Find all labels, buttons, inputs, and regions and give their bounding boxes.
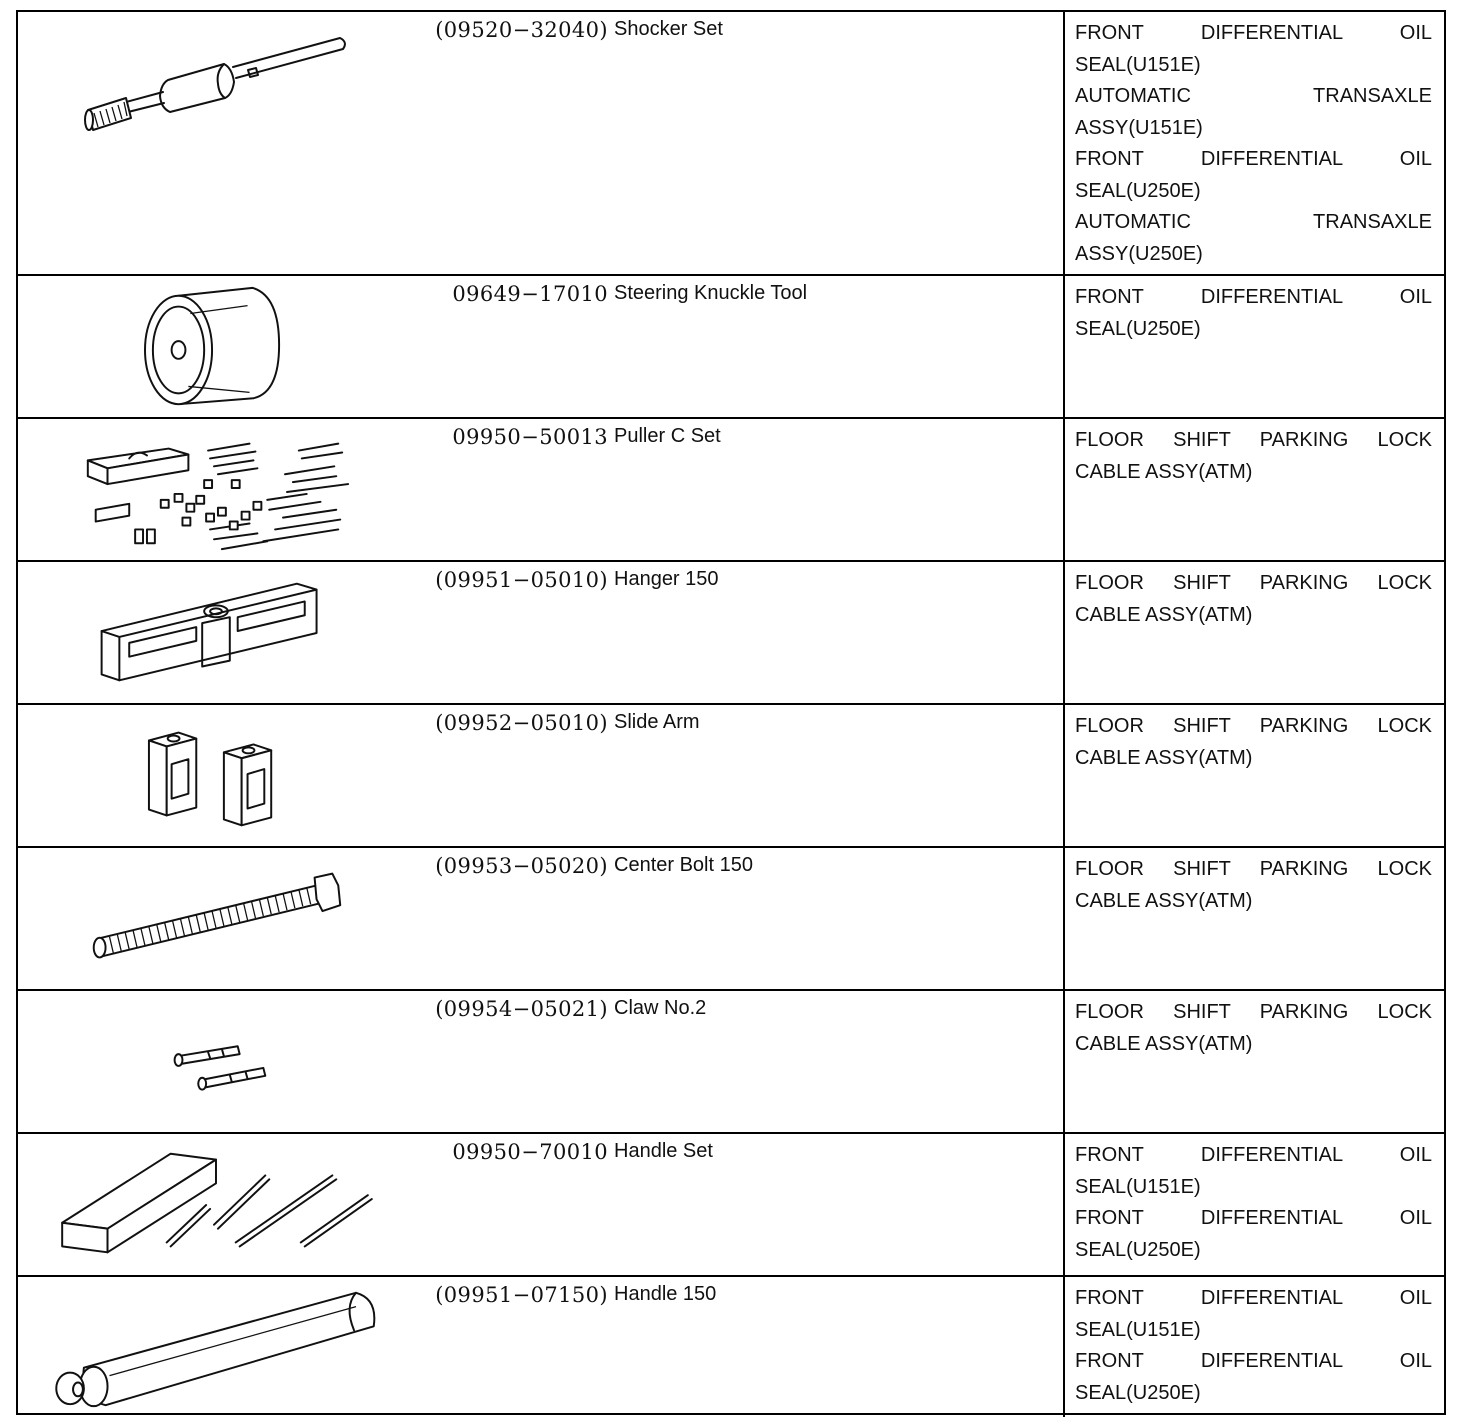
usage-item: FRONT DIFFERENTIAL OIL SEAL(U151E) xyxy=(1075,1287,1432,1341)
tool-name: Claw No.2 xyxy=(614,997,707,1019)
center-bolt-illustration xyxy=(18,848,413,989)
usage-item: FLOOR SHIFT PARKING LOCK CABLE ASSY(ATM) xyxy=(1075,715,1432,769)
usage-item: FLOOR SHIFT PARKING LOCK CABLE ASSY(ATM) xyxy=(1075,1001,1432,1055)
column-divider xyxy=(1063,419,1065,560)
usage-item: AUTOMATIC TRANSAXLE ASSY(U250E) xyxy=(1075,211,1432,265)
table-row xyxy=(18,274,1444,417)
table-row xyxy=(18,703,1444,846)
column-divider xyxy=(1063,562,1065,703)
column-divider xyxy=(1063,1277,1065,1417)
tool-name: Center Bolt 150 xyxy=(614,854,753,876)
tool-name: Handle Set xyxy=(614,1140,713,1162)
special-tools-table xyxy=(16,10,1446,1415)
usage-list xyxy=(1075,711,1432,774)
column-divider xyxy=(1063,12,1065,274)
part-number: (09952−05010) xyxy=(435,711,608,735)
usage-item: FRONT DIFFERENTIAL OIL SEAL(U250E) xyxy=(1075,1350,1432,1404)
table-row xyxy=(18,989,1444,1132)
usage-item: AUTOMATIC TRANSAXLE ASSY(U151E) xyxy=(1075,85,1432,139)
part-number: (09520−32040) xyxy=(435,18,608,42)
table-row xyxy=(18,560,1444,703)
steering-knuckle-tool-illustration xyxy=(18,276,413,417)
part-number: (09953−05020) xyxy=(435,854,608,878)
handle-150-illustration xyxy=(18,1277,413,1417)
usage-list xyxy=(1075,282,1432,345)
usage-list xyxy=(1075,1283,1432,1409)
usage-item: FRONT DIFFERENTIAL OIL SEAL(U250E) xyxy=(1075,1207,1432,1261)
usage-list xyxy=(1075,997,1432,1060)
usage-item: FRONT DIFFERENTIAL OIL SEAL(U250E) xyxy=(1075,286,1432,340)
table-row xyxy=(18,417,1444,560)
tool-name: Shocker Set xyxy=(614,18,723,40)
column-divider xyxy=(1063,991,1065,1132)
usage-item: FRONT DIFFERENTIAL OIL SEAL(U151E) xyxy=(1075,22,1432,76)
usage-item: FRONT DIFFERENTIAL OIL SEAL(U151E) xyxy=(1075,1144,1432,1198)
tool-name: Puller C Set xyxy=(614,425,721,447)
usage-list xyxy=(1075,18,1432,270)
hanger-150-illustration xyxy=(18,562,413,703)
part-number: 09950−50013 xyxy=(452,425,608,449)
part-number: (09951−07150) xyxy=(435,1283,608,1307)
table-row xyxy=(18,12,1444,274)
part-number: 09649−17010 xyxy=(452,282,608,306)
part-number: (09951−05010) xyxy=(435,568,608,592)
usage-list xyxy=(1075,425,1432,488)
table-row xyxy=(18,846,1444,989)
column-divider xyxy=(1063,848,1065,989)
usage-list xyxy=(1075,854,1432,917)
shocker-set-illustration xyxy=(18,12,413,274)
column-divider xyxy=(1063,276,1065,417)
table-row xyxy=(18,1275,1444,1417)
usage-item: FRONT DIFFERENTIAL OIL SEAL(U250E) xyxy=(1075,148,1432,202)
puller-c-set-illustration xyxy=(18,419,413,560)
usage-item: FLOOR SHIFT PARKING LOCK CABLE ASSY(ATM) xyxy=(1075,572,1432,626)
tool-name: Hanger 150 xyxy=(614,568,719,590)
usage-item: FLOOR SHIFT PARKING LOCK CABLE ASSY(ATM) xyxy=(1075,429,1432,483)
tool-name: Steering Knuckle Tool xyxy=(614,282,808,304)
column-divider xyxy=(1063,1134,1065,1275)
claw-illustration xyxy=(18,991,413,1132)
tool-name: Handle 150 xyxy=(614,1283,717,1305)
usage-item: FLOOR SHIFT PARKING LOCK CABLE ASSY(ATM) xyxy=(1075,858,1432,912)
tool-name: Slide Arm xyxy=(614,711,700,733)
slide-arm-illustration xyxy=(18,705,413,846)
part-number: 09950−70010 xyxy=(452,1140,608,1164)
usage-list xyxy=(1075,568,1432,631)
handle-set-illustration xyxy=(18,1134,413,1275)
column-divider xyxy=(1063,705,1065,846)
part-number: (09954−05021) xyxy=(435,997,608,1021)
usage-list xyxy=(1075,1140,1432,1266)
table-row xyxy=(18,1132,1444,1275)
